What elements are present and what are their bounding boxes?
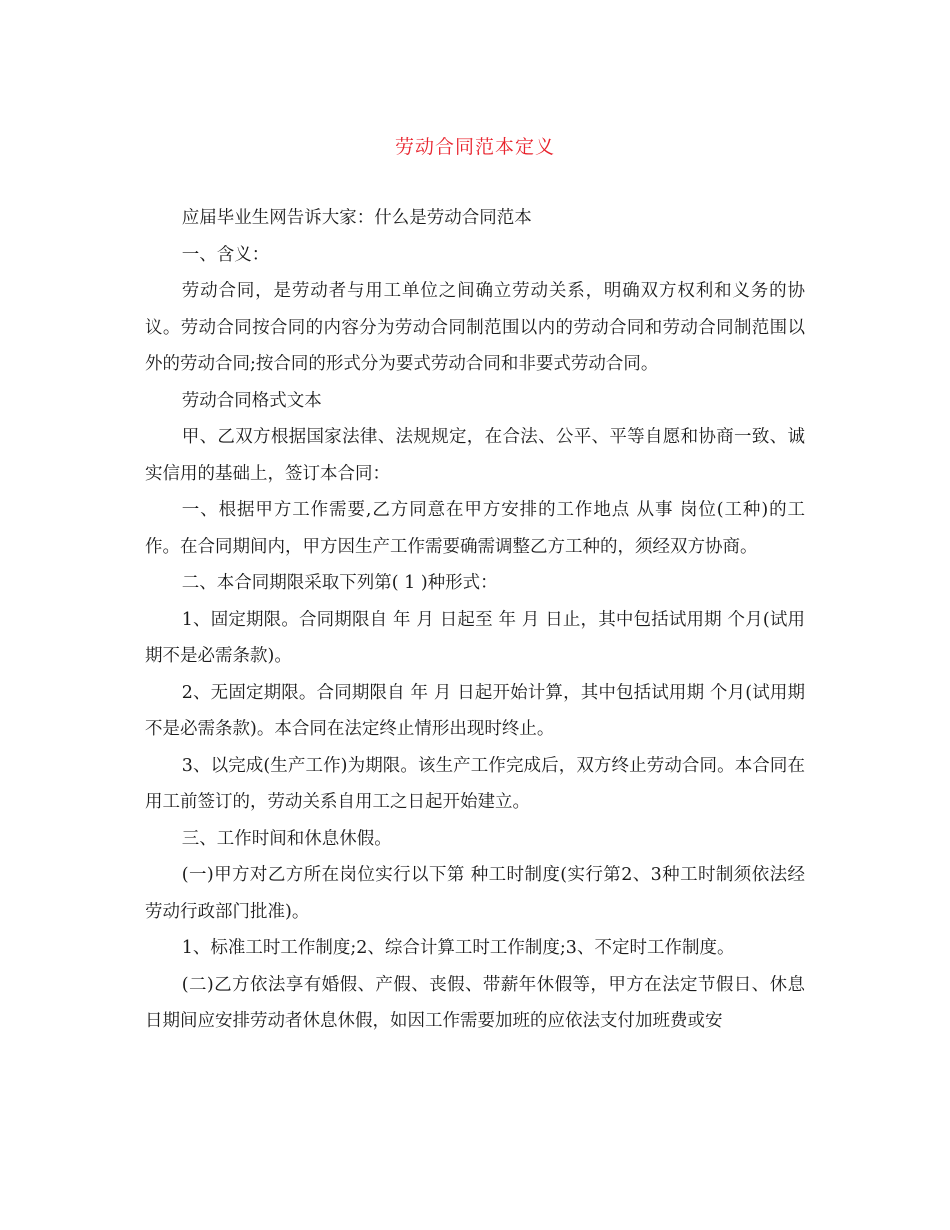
paragraph: 一、根据甲方工作需要,乙方同意在甲方安排的工作地点 从事 岗位(工种)的工作。在合同期间内，甲方因生产工作需要确需调整乙方工种的，须经双方协商。 — [145, 500, 805, 557]
paragraph: (二)乙方依法享有婚假、产假、丧假、带薪年休假等，甲方在法定节假日、休息日期间应安排劳动者休息休假，如因工作需要加班的应依法支付加班费或安 — [145, 974, 805, 1031]
paragraph: 甲、乙双方根据国家法律、法规规定，在合法、公平、平等自愿和协商一致、诚实信用的基础上，签订本合同： — [145, 427, 805, 484]
paragraph: 2、无固定期限。合同期限自 年 月 日起开始计算，其中包括试用期 个月(试用期不是必需条款)。本合同在法定终止情形出现时终止。 — [145, 682, 805, 739]
paragraph: 应届毕业生网告诉大家：什么是劳动合同范本 — [181, 208, 532, 228]
document-title: 劳动合同范本定义 — [394, 136, 555, 158]
paragraph: 1、固定期限。合同期限自 年 月 日起至 年 月 日止，其中包括试用期 个月(试用期不是必需条款)。 — [145, 609, 805, 666]
paragraph: (一)甲方对乙方所在岗位实行以下第 种工时制度(实行第2、3种工时制须依法经劳动行政部门批准)。 — [145, 865, 805, 922]
paragraph: 劳动合同格式文本 — [181, 390, 322, 411]
paragraph: 二、本合同期限采取下列第( 1 )种形式： — [181, 573, 498, 593]
paragraph: 三、工作时间和休息休假。 — [181, 828, 392, 849]
paragraph: 劳动合同，是劳动者与用工单位之间确立劳动关系，明确双方权利和义务的协议。劳动合同按合同的内容分为劳动合同制范围以内的劳动合同和劳动合同制范围以外的劳动合同;按合同的形式分为要式劳动合同和非要式劳动合同。 — [145, 281, 805, 374]
paragraph: 一、含义： — [181, 244, 270, 265]
paragraph: 1、标准工时工作制度;2、综合计算工时工作制度;3、不定时工作制度。 — [181, 938, 735, 958]
document-body — [145, 200, 805, 1040]
paragraph: 3、以完成(生产工作)为期限。该生产工作完成后，双方终止劳动合同。本合同在用工前签订的，劳动关系自用工之日起开始建立。 — [145, 755, 805, 812]
